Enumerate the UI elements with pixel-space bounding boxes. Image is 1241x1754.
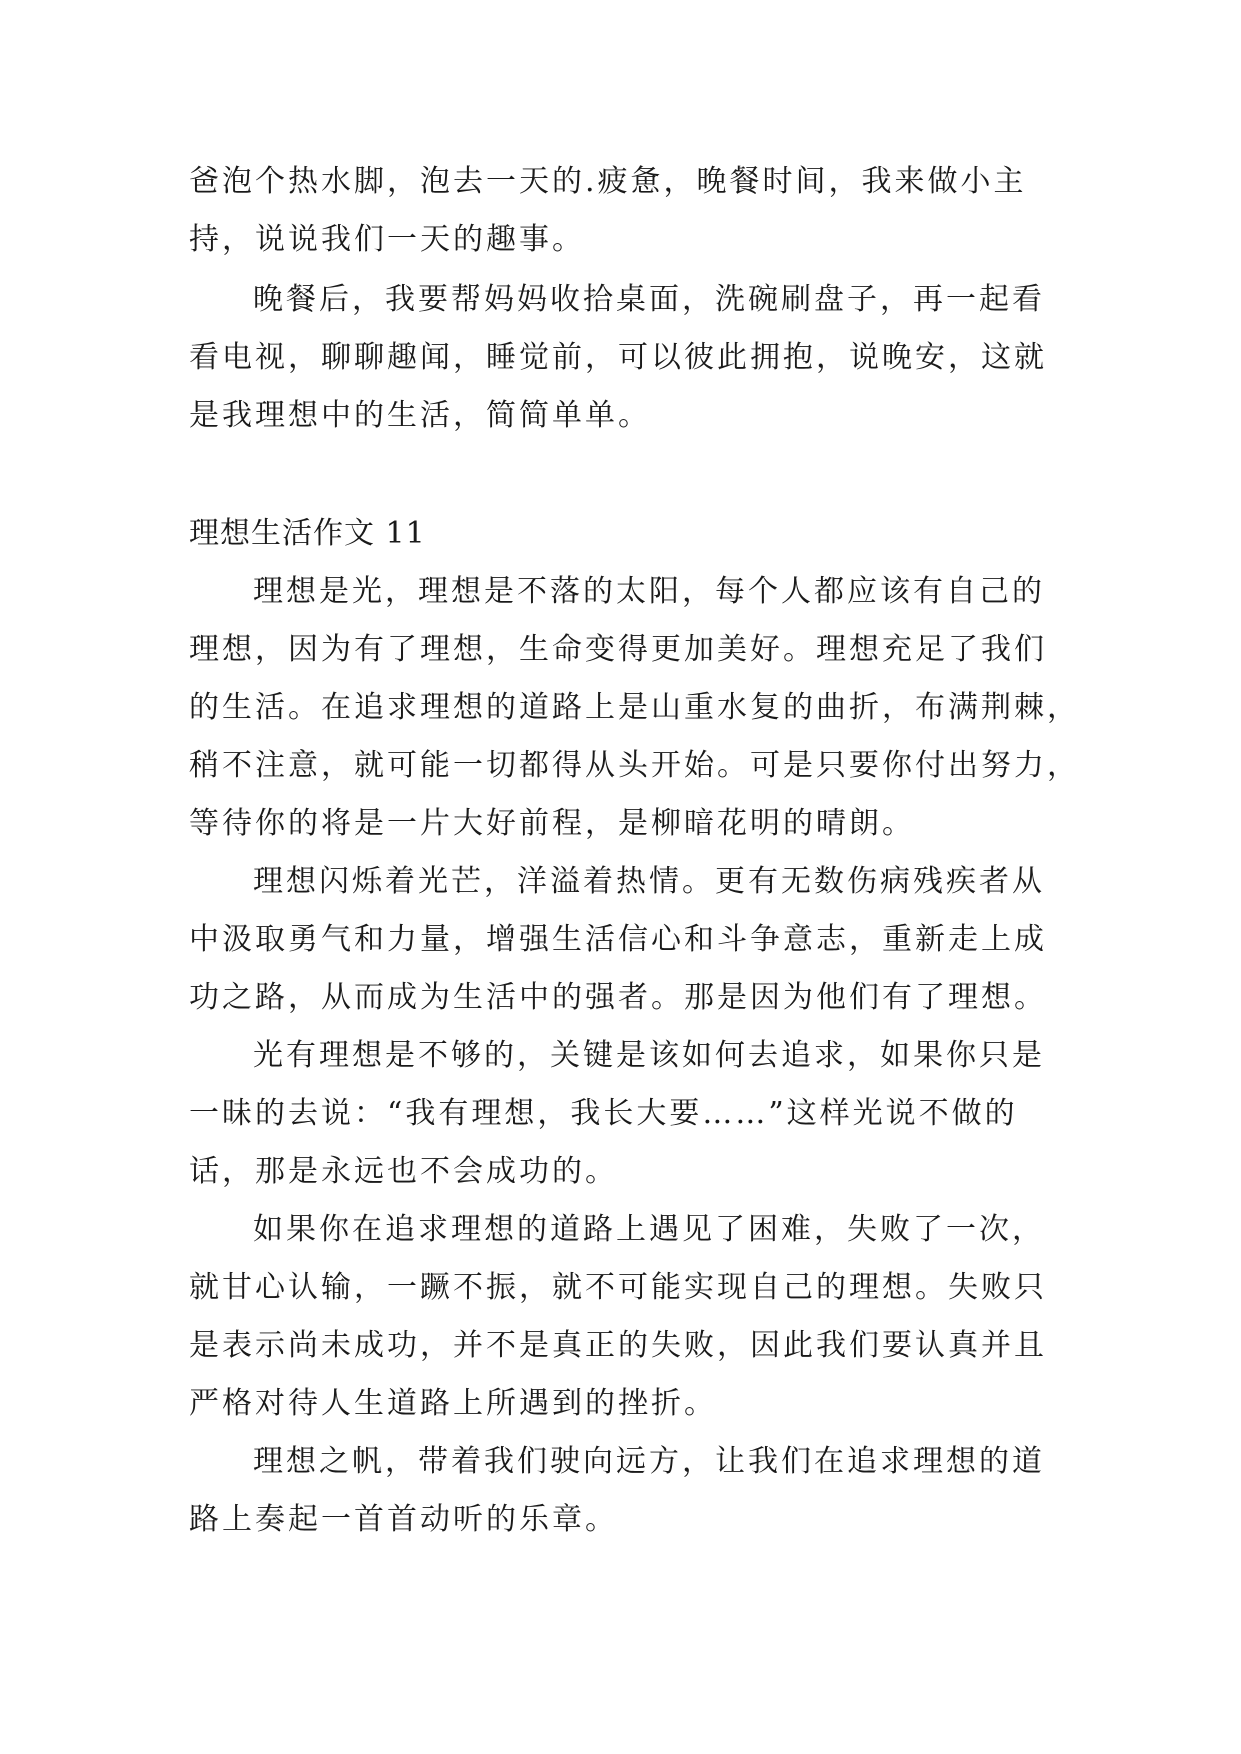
paragraph-5-line-1: 光有理想是不够的，关键是该如何去追求，如果你只是: [253, 1038, 1045, 1073]
paragraph-1-line-2: 持，说说我们一天的趣事。: [189, 222, 585, 257]
section-title: 理想生活作文 11: [189, 516, 426, 551]
paragraph-2-line-3: 是我理想中的生活，简简单单。: [189, 398, 651, 433]
paragraph-3-line-4: 稍不注意，就可能一切都得从头开始。可是只要你付出努力，: [189, 748, 1080, 783]
paragraph-5-line-2: 一昧的去说：“我有理想，我长大要……”这样光说不做的: [189, 1096, 1018, 1131]
paragraph-6-line-3: 是表示尚未成功，并不是真正的失败，因此我们要认真并且: [189, 1328, 1047, 1363]
paragraph-4-line-1: 理想闪烁着光芒，洋溢着热情。更有无数伤病残疾者从: [253, 864, 1045, 899]
paragraph-3-line-2: 理想，因为有了理想，生命变得更加美好。理想充足了我们: [189, 632, 1047, 667]
paragraph-4-line-2: 中汲取勇气和力量，增强生活信心和斗争意志，重新走上成: [189, 922, 1047, 957]
paragraph-3-line-3: 的生活。在追求理想的道路上是山重水复的曲折，布满荆棘，: [189, 690, 1080, 725]
paragraph-5-line-3: 话，那是永远也不会成功的。: [189, 1154, 618, 1189]
paragraph-1-line-1: 爸泡个热水脚，泡去一天的.疲惫，晚餐时间，我来做小主: [189, 164, 1027, 199]
paragraph-3-line-5: 等待你的将是一片大好前程，是柳暗花明的晴朗。: [189, 806, 915, 841]
paragraph-3-line-1: 理想是光，理想是不落的太阳，每个人都应该有自己的: [253, 574, 1045, 609]
paragraph-7-line-2: 路上奏起一首首动听的乐章。: [189, 1502, 618, 1537]
paragraph-2-line-1: 晚餐后，我要帮妈妈收拾桌面，洗碗刷盘子，再一起看: [253, 282, 1045, 317]
paragraph-2-line-2: 看电视，聊聊趣闻，睡觉前，可以彼此拥抱，说晚安，这就: [189, 340, 1047, 375]
paragraph-6-line-2: 就甘心认输，一蹶不振，就不可能实现自己的理想。失败只: [189, 1270, 1047, 1305]
paragraph-6-line-1: 如果你在追求理想的道路上遇见了困难，失败了一次，: [253, 1212, 1045, 1247]
paragraph-6-line-4: 严格对待人生道路上所遇到的挫折。: [189, 1386, 717, 1421]
paragraph-7-line-1: 理想之帆，带着我们驶向远方，让我们在追求理想的道: [253, 1444, 1045, 1479]
paragraph-4-line-3: 功之路，从而成为生活中的强者。那是因为他们有了理想。: [189, 980, 1047, 1015]
